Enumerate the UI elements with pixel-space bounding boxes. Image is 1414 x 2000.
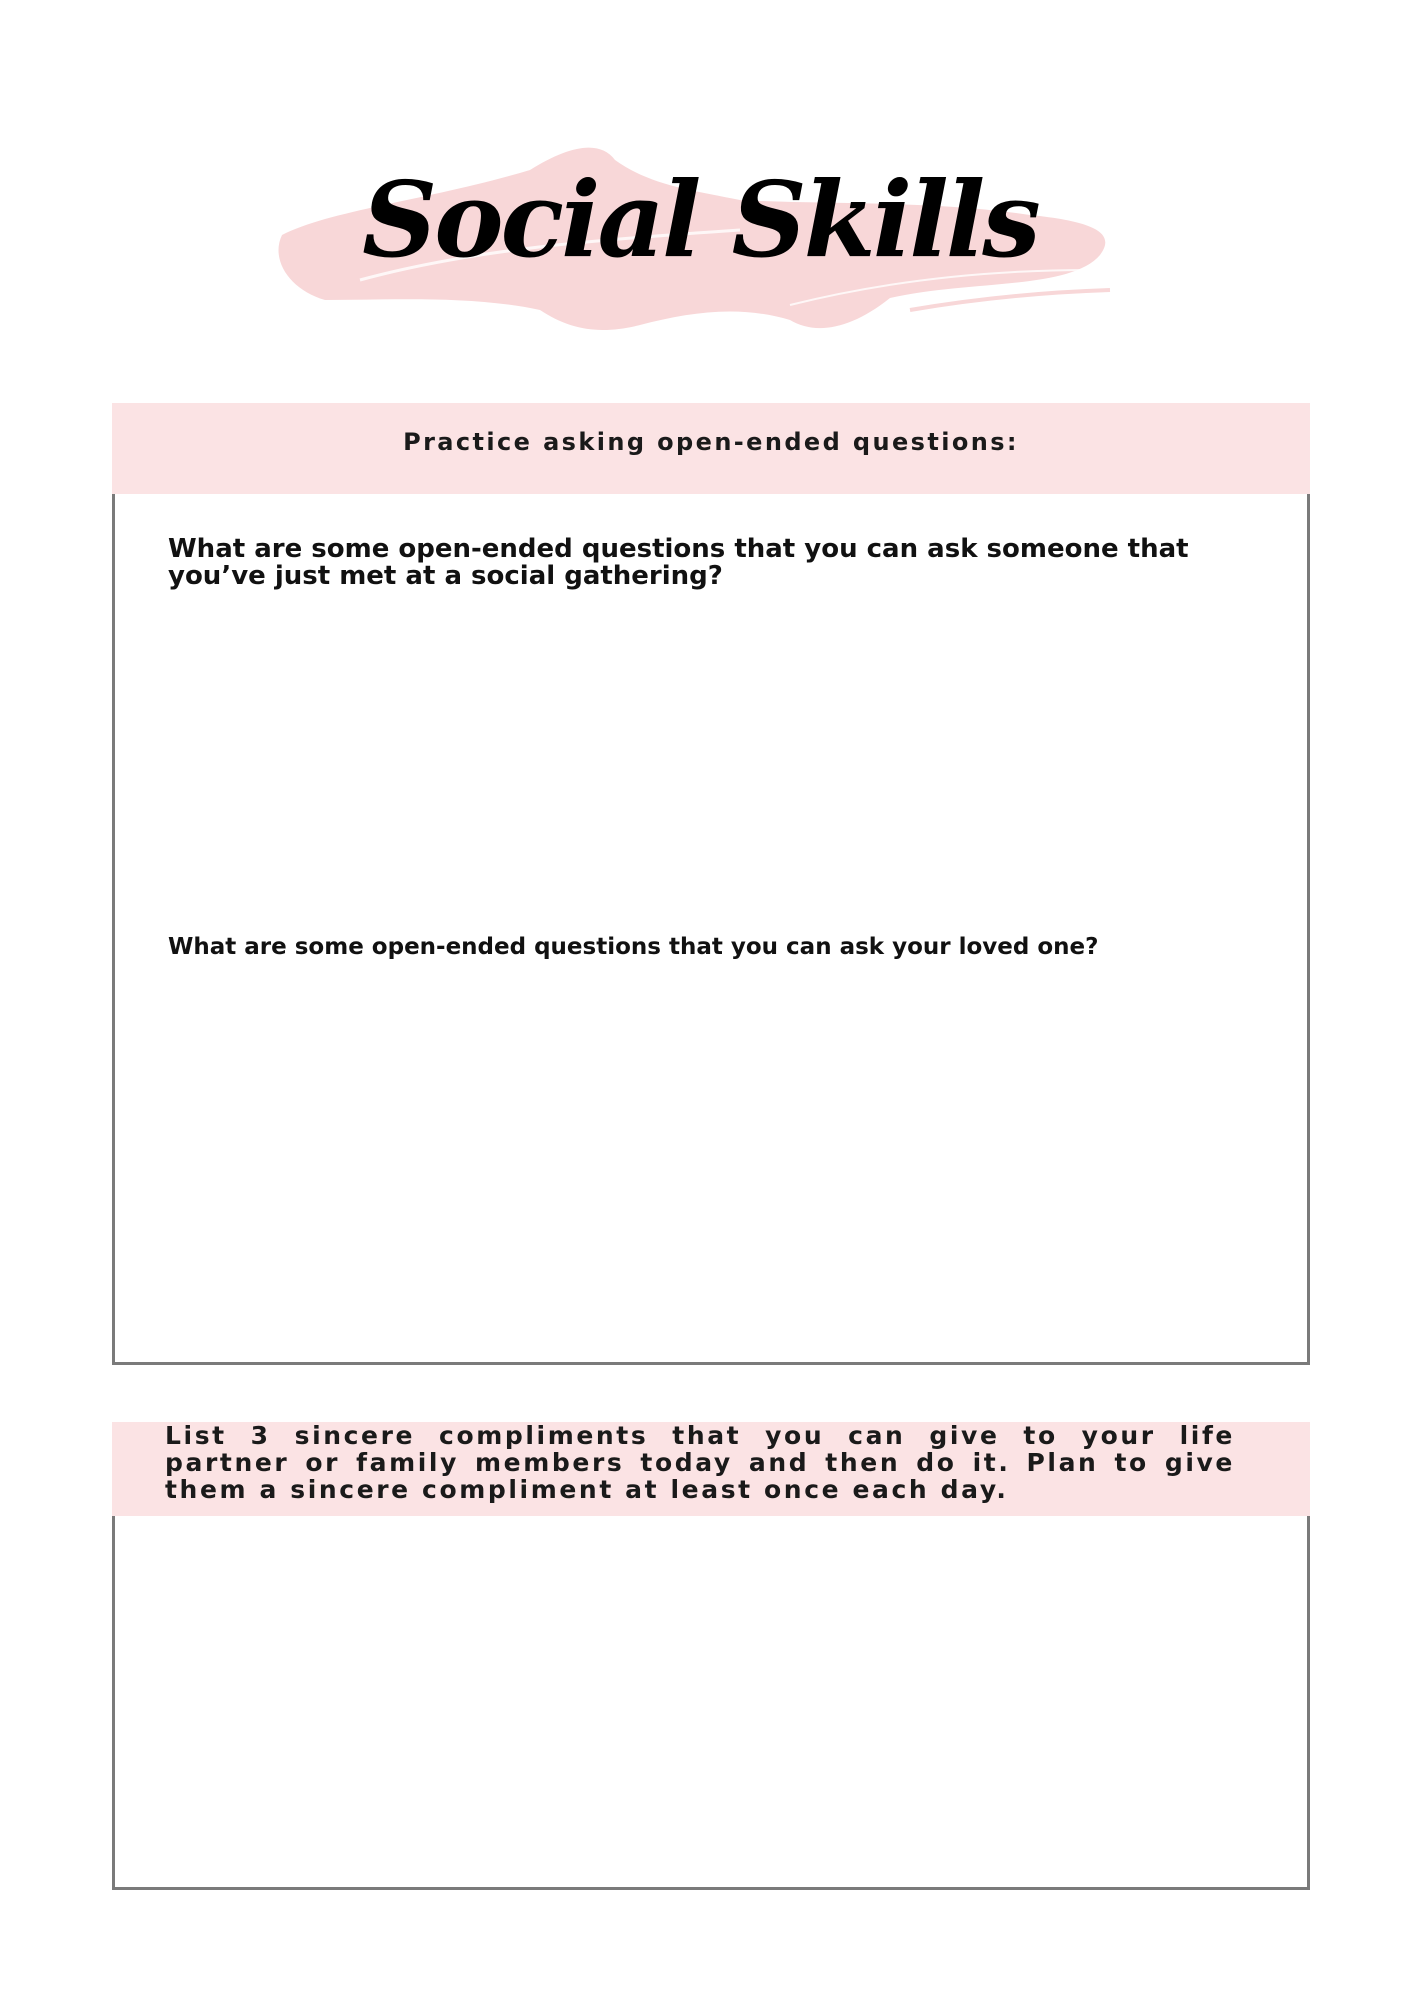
question-loved-one: What are some open-ended questions that you can ask your loved one? xyxy=(168,934,1099,960)
section-heading: Practice asking open-ended questions: xyxy=(403,428,1019,456)
page-title: Social Skills xyxy=(362,158,1038,281)
title-area xyxy=(270,130,1130,350)
compliments-instructions: List 3 sincere compliments that you can give to your life partner or family members today and then do it. Plan to give them a sincere compliment at least once each day. xyxy=(165,1421,1235,1504)
section-header-band xyxy=(112,403,1310,494)
section-header-band xyxy=(112,1422,1310,1516)
open-ended-questions-section xyxy=(112,403,1310,1365)
compliments-section xyxy=(112,1422,1310,1890)
question-social-gathering: What are some open-ended questions that you can ask someone that you’ve just met at a social gathering? xyxy=(168,534,1189,591)
